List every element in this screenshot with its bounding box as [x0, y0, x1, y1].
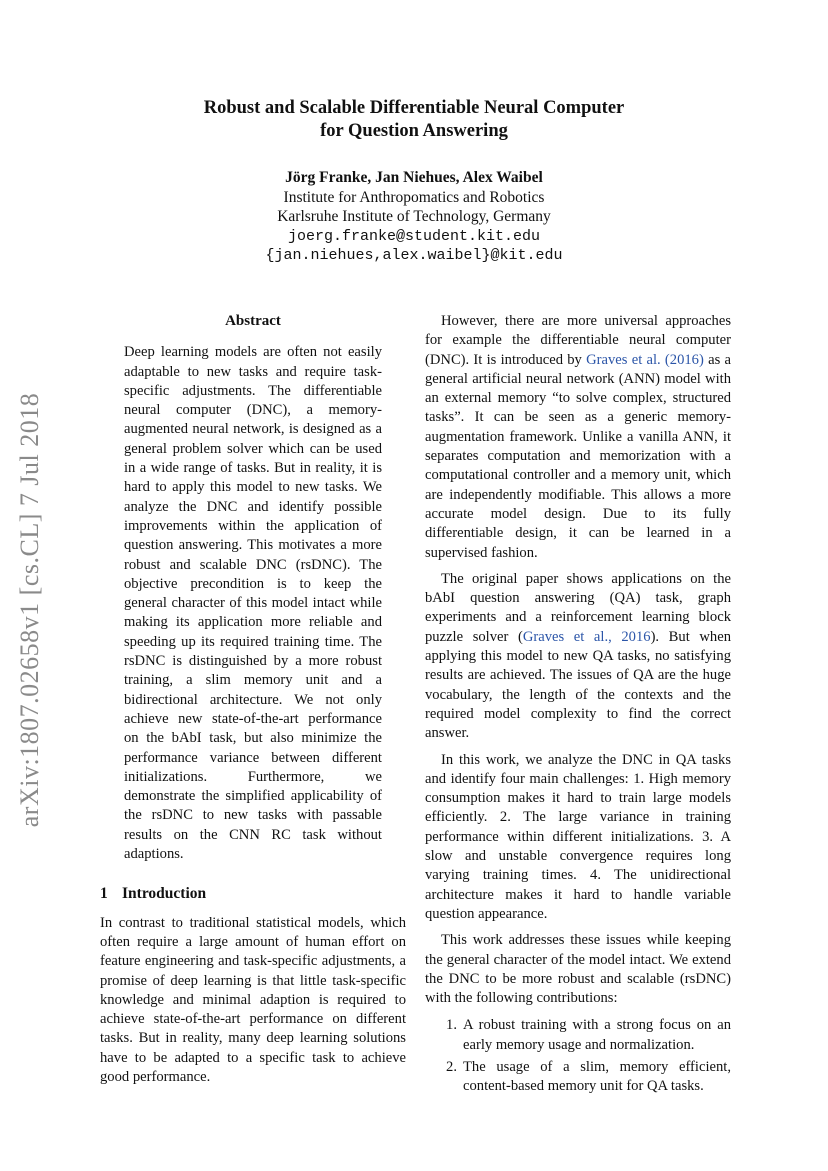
left-column — [100, 312, 406, 1087]
paper-title — [100, 97, 728, 143]
title-line-1: Robust and Scalable Differentiable Neural Computer — [203, 98, 625, 118]
paragraph-text: The original paper shows applications on the bAbI question answering (QA) task, graph experiments and a reinforcement learning block puzzle solver ( — [425, 570, 731, 645]
list-text: A robust training with a strong focus on an early memory usage and normalization. — [463, 1017, 731, 1053]
citation-link[interactable]: Graves et al. (2016) — [586, 351, 704, 368]
affiliation-line-2: Karlsruhe Institute of Technology, Germany — [277, 208, 551, 225]
abstract-heading: Abstract — [225, 313, 281, 329]
list-number: 1. — [446, 1017, 457, 1034]
section-title: Introduction — [122, 885, 207, 903]
abstract-text: Deep learning models are often not easily adaptable to new tasks and require task-specific adjustments. The differentiable neural computer (DNC), a memory-augmented neural network, is designed as a general problem solver which can be used in a wide range of tasks. But in reality, it is hard to apply this model to new tasks. We analyze the DNC and identify possible improvements within the application of question answering. This motivates a more robust and scalable DNC (rsDNC). The objective precondition is to keep the general character of this model intact while making its application more reliable and speeding up its required training time. The rsDNC is distinguished by a more robust training, a slim memory unit and a bidirectional architecture. We not only achieve new state-of-the-art performance on the bAbI task, but also minimize the performance variance between different initializations. Furthermore, we demonstrate the simplified applicability of the rsDNC to new tasks with passable results on the CNN RC task without adaptions. — [124, 344, 382, 863]
right-paragraph-2 — [425, 570, 731, 744]
author-block — [100, 168, 728, 266]
citation-link[interactable]: Graves et al., 2016 — [522, 628, 651, 645]
title-line-2: for Question Answering — [320, 121, 508, 141]
list-number: 2. — [446, 1058, 457, 1075]
right-paragraph-1 — [425, 312, 731, 563]
right-paragraph-4: This work addresses these issues while keeping the general character of the model intact. We extend the DNC to be more robust and scalable (rsDNC) with the following contributions: — [425, 932, 731, 1007]
author-email-2: {jan.niehues,alex.waibel}@kit.edu — [265, 247, 563, 264]
section-number: 1 — [100, 885, 108, 903]
paragraph-text: However, there are more universal approaches for example the differentiable neural computer (DNC). It is introduced by — [425, 313, 731, 368]
affiliation-line-1: Institute for Anthropomatics and Robotics — [283, 188, 545, 206]
author-email-1: joerg.franke@student.kit.edu — [287, 227, 541, 245]
paragraph-text: as a general artificial neural network (ANN) model with an external memory “to solve complex, structured tasks”. It can be seen as a generic memory-augmentation framework. Unlike a vanilla ANN, it separates computation and memorization with a computational controller and a memory unit, which are independently modifiable. This allows a more accurate model design. Due to its fully differentiable design, it can be learned in a supervised fashion. — [425, 351, 731, 561]
right-column — [425, 312, 731, 1100]
arxiv-identifier: arXiv:1807.02658v1 [cs.CL] 7 Jul 2018 — [15, 392, 44, 828]
author-names: Jörg Franke, Jan Niehues, Alex Waibel — [285, 169, 543, 186]
section-heading-introduction — [100, 884, 406, 903]
arxiv-side-stamp — [12, 380, 48, 840]
list-item — [425, 1058, 731, 1097]
intro-paragraph-1: In contrast to traditional statistical models, which often require a large amount of human effort on feature engineering and task-specific adjustments, a promise of deep learning is that little task-specific knowledge and minimal adaption is required to achieve state-of-the-art performance on different tasks. But in reality, many deep learning solutions have to be adapted to a specific task to achieve good performance. — [100, 914, 406, 1085]
contributions-list — [425, 1016, 731, 1096]
right-paragraph-3: In this work, we analyze the DNC in QA tasks and identify four main challenges: 1. High memory consumption makes it hard to train large models efficiently. 2. The large variance in training performance within different initializations. 3. A slow and unstable convergence requires long varying training times. 4. The unidirectional architecture makes it hard to handle variable question appearance. — [425, 751, 731, 922]
list-text: The usage of a slim, memory efficient, content-based memory unit for QA tasks. — [463, 1058, 731, 1095]
paragraph-text: ). But when applying this model to new QA tasks, no satisfying results are achieved. The issues of QA are the huge vocabulary, the length of the contexts and the required model complexity to find the correct answer. — [425, 628, 731, 742]
list-item — [425, 1016, 731, 1055]
